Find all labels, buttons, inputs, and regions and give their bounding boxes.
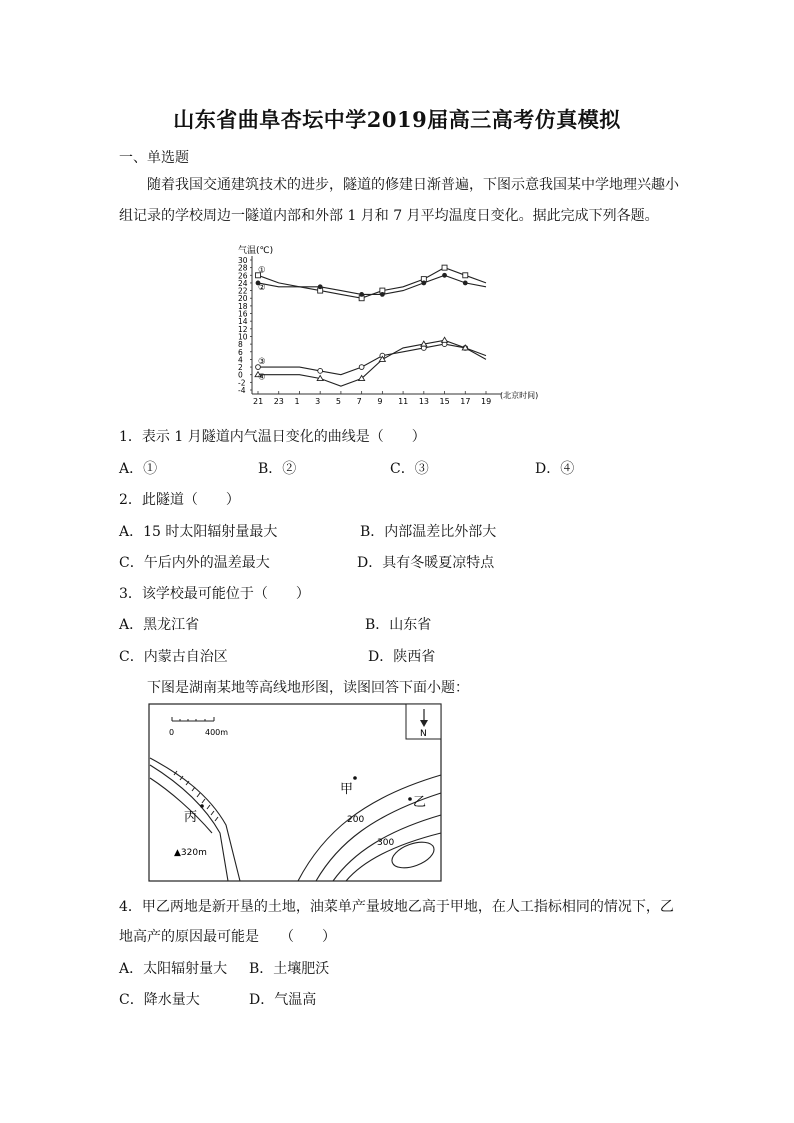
x-tick-label: 9	[377, 397, 383, 406]
y-tick-label: 14	[238, 317, 248, 327]
q2-option-d[interactable]: D．具有冬暖夏凉特点	[357, 555, 495, 571]
curve-label-3: ③	[258, 357, 266, 368]
question-2-stem: 2．此隧道（ ）	[119, 492, 240, 508]
question-4-stem-line1: 4．甲乙两地是新开垦的土地，油菜单产量坡地乙高于甲地，在人工指标相同的情况下，乙	[119, 899, 674, 915]
y-tick-label: 26	[238, 271, 248, 281]
x-tick-label: 19	[481, 397, 492, 406]
q3-option-d[interactable]: D．陕西省	[368, 649, 436, 665]
intro1-line2: 组记录的学校周边一隧道内部和外部 1 月和 7 月平均温度日变化。据此完成下列各题。	[119, 208, 659, 224]
series-line-1	[258, 268, 486, 299]
series-group	[255, 265, 486, 386]
label-jia: 甲	[340, 782, 354, 797]
y-tick-label: 12	[238, 324, 248, 334]
y-tick-label: 28	[238, 263, 248, 273]
intro-paragraph-2: 下图是湖南某地等高线地形图，读图回答下面小题：	[147, 680, 469, 696]
y-tick-label: 4	[238, 355, 243, 365]
q1-option-d[interactable]: D．④	[535, 461, 575, 477]
label-bing: 丙	[184, 810, 198, 825]
series-4-point	[442, 337, 448, 342]
q2-option-b[interactable]: B．内部温差比外部大	[360, 524, 497, 540]
chart-ylabel: 气温(℃)	[238, 246, 274, 256]
q4-option-b[interactable]: B．土壤肥沃	[249, 961, 330, 977]
contour-map	[148, 703, 444, 885]
x-tick-label: 7	[356, 397, 362, 406]
scale-zero: 0	[169, 728, 175, 737]
y-tick-label: 6	[238, 347, 243, 357]
y-tick-label: 16	[238, 309, 248, 319]
q3-option-b[interactable]: B．山东省	[365, 617, 432, 633]
y-tick-label: 30	[238, 256, 248, 265]
peak-label: ▲320m	[174, 848, 207, 858]
curve-label-1: ①	[258, 265, 266, 276]
series-1-point	[442, 265, 447, 270]
series-2-point	[359, 292, 364, 297]
x-tick-label: 23	[273, 397, 284, 406]
q4-option-a[interactable]: A．太阳辐射量大	[119, 961, 228, 977]
question-1-stem: 1．表示 1 月隧道内气温日变化的曲线是（ ）	[119, 429, 426, 445]
x-tick-label: 17	[460, 397, 471, 406]
intro-paragraph-1	[119, 170, 679, 232]
series-2-point	[442, 273, 447, 278]
q2-option-c[interactable]: C．午后内外的温差最大	[119, 555, 270, 571]
point-bing	[200, 804, 204, 808]
series-2-point	[318, 284, 323, 289]
q3-option-a[interactable]: A．黑龙江省	[119, 617, 200, 633]
temperature-chart	[236, 242, 556, 406]
y-tick-label: 18	[238, 301, 248, 311]
chart-xlabel: (北京时间)	[500, 391, 539, 400]
y-tick-group	[238, 256, 252, 395]
y-tick-label: -2	[238, 378, 246, 388]
x-tick-label: 21	[253, 397, 264, 406]
series-3-point	[359, 365, 364, 370]
q1-option-a[interactable]: A．①	[119, 461, 158, 477]
x-tick-label: 15	[439, 397, 450, 406]
q1-option-b[interactable]: B．②	[258, 461, 297, 477]
x-tick-label: 11	[398, 397, 409, 406]
series-2-point	[380, 292, 385, 297]
curve-label-group	[258, 265, 266, 382]
y-tick-label: 20	[238, 294, 248, 304]
q3-option-c[interactable]: C．内蒙古自治区	[119, 649, 228, 665]
y-tick-label: 8	[238, 340, 243, 350]
point-yi	[408, 797, 412, 801]
y-tick-label: 24	[238, 278, 248, 288]
series-1-point	[463, 273, 468, 278]
q1-option-c[interactable]: C．③	[390, 461, 429, 477]
series-3-point	[318, 368, 323, 373]
y-tick-label: 10	[238, 332, 248, 342]
north-label: N	[420, 729, 427, 739]
series-line-2	[258, 275, 486, 294]
label-yi: 乙	[413, 795, 427, 810]
q4-option-c[interactable]: C．降水量大	[119, 992, 200, 1008]
x-tick-label: 5	[335, 397, 342, 406]
curve-label-2: ②	[258, 282, 266, 293]
point-jia	[353, 776, 357, 780]
intro1-line1: 随着我国交通建筑技术的进步，隧道的修建日渐普遍，下图示意我国某中学地理兴趣小	[147, 177, 679, 193]
section-heading: 一、单选题	[119, 150, 189, 166]
x-tick-group	[253, 391, 491, 406]
page-title: 山东省曲阜杏坛中学2019届高三高考仿真模拟	[173, 107, 621, 132]
y-tick-label: 2	[238, 363, 243, 373]
scale-end: 400m	[205, 728, 229, 737]
question-3-stem: 3．该学校最可能位于（ ）	[119, 586, 310, 602]
y-tick-label: 22	[238, 286, 248, 296]
q4-option-d[interactable]: D．气温高	[249, 992, 317, 1008]
q2-option-a[interactable]: A．15 时太阳辐射量最大	[119, 524, 278, 540]
contour-200-label: 200	[347, 815, 365, 825]
contour-300-label: 300	[377, 838, 395, 848]
x-tick-label: 1	[294, 397, 300, 406]
series-2-point	[463, 281, 468, 286]
question-4-stem-line2: 地高产的原因最可能是 （ ）	[119, 929, 336, 945]
curve-label-4: ④	[258, 372, 266, 383]
north-arrow-icon	[406, 704, 441, 739]
y-tick-label: -4	[238, 386, 246, 395]
x-tick-label: 3	[315, 397, 321, 406]
x-tick-label: 13	[418, 397, 430, 406]
series-2-point	[421, 281, 426, 286]
series-line-4	[258, 340, 486, 386]
y-tick-label: 0	[238, 370, 243, 380]
series-line-3	[258, 344, 486, 375]
